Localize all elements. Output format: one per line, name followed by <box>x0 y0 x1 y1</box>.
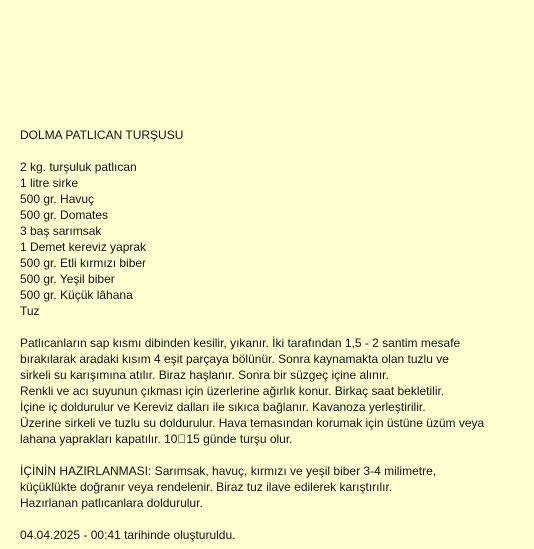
filling-line: küçüklükte doğranır veya rendelenir. Biraz tuz ilave edilerek karıştırılır. <box>20 480 393 494</box>
ingredients-list <box>20 159 520 319</box>
instruction-line: lahana yaprakları kapatılır. 10􀀀15 günde turşu olur. <box>20 432 293 446</box>
instructions-paragraph <box>20 335 520 447</box>
filling-paragraph <box>20 463 520 511</box>
ingredient-item: 2 kg. turşuluk patlıcan <box>20 160 137 174</box>
ingredient-item: 500 gr. Domates <box>20 208 109 222</box>
instruction-line: Üzerine sirkeli ve tuzlu su doldurulur. Hava temasından korumak için üstüne üzüm veya <box>20 416 485 430</box>
ingredient-item: 500 gr. Küçük lâhana <box>20 288 133 302</box>
instruction-line: Patlıcanların sap kısmı dibinden kesilir, yıkanır. İki tarafından 1,5 - 2 santim mesafe <box>20 336 461 350</box>
ingredient-item: 500 gr. Havuç <box>20 192 95 206</box>
recipe-document <box>20 127 520 543</box>
instruction-line: Renkli ve acı suyunun çıkması için üzerlerine ağırlık konur. Birkaç saat bekletilir. <box>20 384 445 398</box>
ingredient-item: 1 Demet kereviz yaprak <box>20 240 147 254</box>
created-timestamp: 04.04.2025 - 00:41 tarihinde oluşturuldu. <box>20 528 236 542</box>
ingredient-item: Tuz <box>20 304 40 318</box>
instruction-line: sirkeli su karışımına atılır. Biraz haşlanır. Sonra bir süzgeç içine alınır. <box>20 368 389 382</box>
ingredient-item: 3 baş sarımsak <box>20 224 102 238</box>
instruction-line: İçine iç doldurulur ve Kereviz dalları ile sıkıca bağlanır. Kavanoza yerleştirilir. <box>20 400 426 414</box>
ingredient-item: 1 litre sirke <box>20 176 79 190</box>
ingredient-item: 500 gr. Yeşil biber <box>20 272 115 286</box>
instruction-line: bırakılarak aradaki kısım 4 eşit parçaya bölünür. Sonra kaynamakta olan tuzlu ve <box>20 352 449 366</box>
ingredient-item: 500 gr. Etli kırmızı biber <box>20 256 147 270</box>
filling-line: Hazırlanan patlıcanlara doldurulur. <box>20 496 203 510</box>
filling-line: İÇİNİN HAZIRLANMASI: Sarımsak, havuç, kırmızı ve yeşil biber 3-4 milimetre, <box>20 464 437 478</box>
recipe-title: DOLMA PATLICAN TURŞUSU <box>20 128 184 142</box>
